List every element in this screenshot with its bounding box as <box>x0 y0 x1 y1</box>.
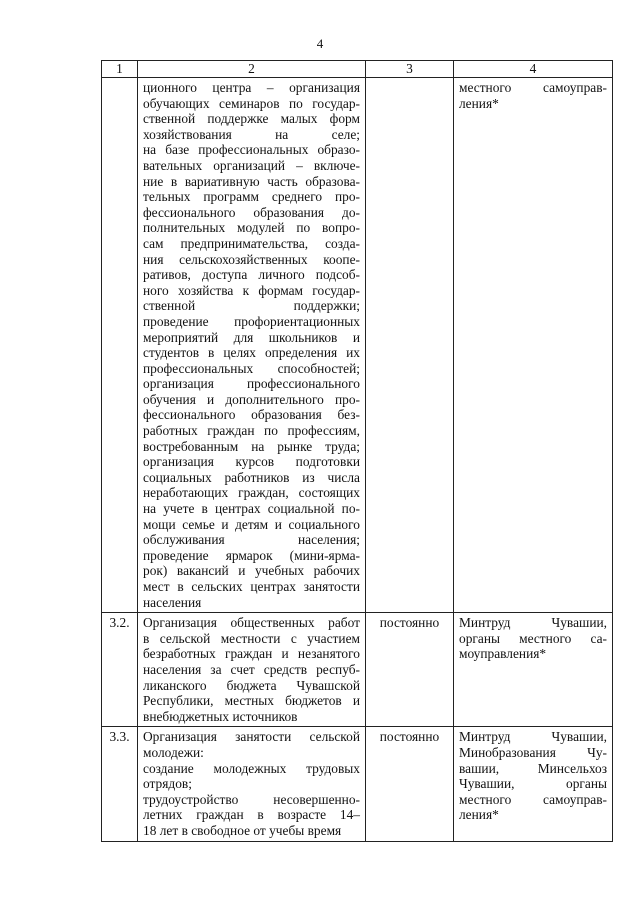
description-line: фессионального образования без- <box>143 407 360 423</box>
description-line: ративов, доступа личного подсоб- <box>143 267 360 283</box>
description-line: тельных программ среднего про- <box>143 189 360 205</box>
responsible-line: местного самоуправ- <box>459 791 607 807</box>
description-line: хозяйствования на селе; <box>143 126 360 142</box>
description-line: социальных работников из числа <box>143 469 360 485</box>
description-line: Организация общественных работ <box>143 615 360 631</box>
description-line: населения <box>143 594 202 610</box>
description-line: студентов в целях определения их <box>143 345 360 361</box>
description-line: внебюджетных источников <box>143 708 298 724</box>
responsible-line: органы местного са- <box>459 630 607 646</box>
description-line: рок) вакансий и учебных рабочих <box>143 563 360 579</box>
description-line: ние в вариативную часть образова- <box>143 173 360 189</box>
description-line: создание молодежных трудовых <box>143 760 360 776</box>
execution-term <box>366 78 454 613</box>
description-line: востребованным на рынке труда; <box>143 438 360 454</box>
description-line: ликанского бюджета Чувашской <box>143 677 360 693</box>
table-row <box>102 78 613 613</box>
description-line: 18 лет в свободное от учебы время <box>143 822 342 838</box>
description-line: на базе профессиональных образо- <box>143 142 360 158</box>
description-line: неработающих граждан, состоящих <box>143 485 360 501</box>
description-line: мероприятий для школьников и <box>143 329 360 345</box>
responsible-line: Минтруд Чувашии, <box>459 729 607 745</box>
description-line: летних граждан в возрасте 14– <box>143 807 360 823</box>
description-line: обслуживания населения; <box>143 532 360 548</box>
description-line: работных граждан по профессиям, <box>143 423 360 439</box>
responsible-line: Минтруд Чувашии, <box>459 615 607 631</box>
measures-table <box>101 60 613 842</box>
description-line: проведение ярмарок (мини-ярма- <box>143 547 360 563</box>
description-line: отрядов; <box>143 776 192 792</box>
row-number <box>102 78 138 613</box>
description-line: организация курсов подготовки <box>143 454 360 470</box>
description-line: обучения и дополнительного про- <box>143 391 360 407</box>
responsible-line: местного самоуправ- <box>459 80 607 95</box>
responsible-line: ления* <box>459 95 499 111</box>
measure-description <box>138 78 366 613</box>
row-number: 3.2. <box>102 613 138 727</box>
table-body <box>102 78 613 842</box>
description-line: ционного центра – организация <box>143 80 360 95</box>
responsible-line: Минобразования Чу- <box>459 744 607 760</box>
description-line: ственной поддержке малых форм <box>143 111 360 127</box>
table-header-row <box>102 61 613 78</box>
responsible-executors <box>454 613 613 727</box>
description-line: ния сельскохозяйственных коопе- <box>143 251 360 267</box>
description-line: вательных организаций – включе- <box>143 157 360 173</box>
execution-term: постоянно <box>366 613 454 727</box>
execution-term: постоянно <box>366 727 454 841</box>
description-line: полнительных модулей по вопро- <box>143 220 360 236</box>
description-line: ного хозяйства к формам государ- <box>143 282 360 298</box>
description-line: населения за счет средств респуб- <box>143 661 360 677</box>
description-line: проведение профориентационных <box>143 313 360 329</box>
description-line: трудоустройство несовершенно- <box>143 791 360 807</box>
description-line: в сельской местности с участием <box>143 630 360 646</box>
description-line: безработных граждан и незанятого <box>143 646 360 662</box>
description-line: профессиональных способностей; <box>143 360 360 376</box>
description-line: сам предпринимательства, созда- <box>143 235 360 251</box>
header-col-1: 1 <box>102 61 138 78</box>
responsible-line: Чувашии, органы <box>459 776 607 792</box>
header-col-2: 2 <box>138 61 366 78</box>
description-line: организация профессионального <box>143 376 360 392</box>
responsible-line: моуправления* <box>459 646 547 662</box>
description-line: мест в сельских центрах занятости <box>143 579 360 594</box>
description-line: мощи семье и детям и социального <box>143 516 360 532</box>
measure-description <box>138 613 366 727</box>
header-col-3: 3 <box>366 61 454 78</box>
description-line: Организация занятости сельской <box>143 729 360 745</box>
responsible-line: вашии, Минсельхоз <box>459 760 607 776</box>
table-row <box>102 613 613 727</box>
table-row <box>102 727 613 841</box>
row-number: 3.3. <box>102 727 138 841</box>
page-number: 4 <box>316 36 324 51</box>
header-col-4: 4 <box>454 61 613 78</box>
description-line: ственной поддержки; <box>143 298 360 314</box>
measure-description <box>138 727 366 841</box>
responsible-executors <box>454 78 613 613</box>
description-line: молодежи: <box>143 744 204 760</box>
description-line: фессионального образования до- <box>143 204 360 220</box>
responsible-executors <box>454 727 613 841</box>
description-line: на учете в центрах социальной по- <box>143 501 360 517</box>
description-line: обучающих семинаров по государ- <box>143 95 360 111</box>
description-line: Республики, местных бюджетов и <box>143 693 360 709</box>
responsible-line: ления* <box>459 807 499 823</box>
